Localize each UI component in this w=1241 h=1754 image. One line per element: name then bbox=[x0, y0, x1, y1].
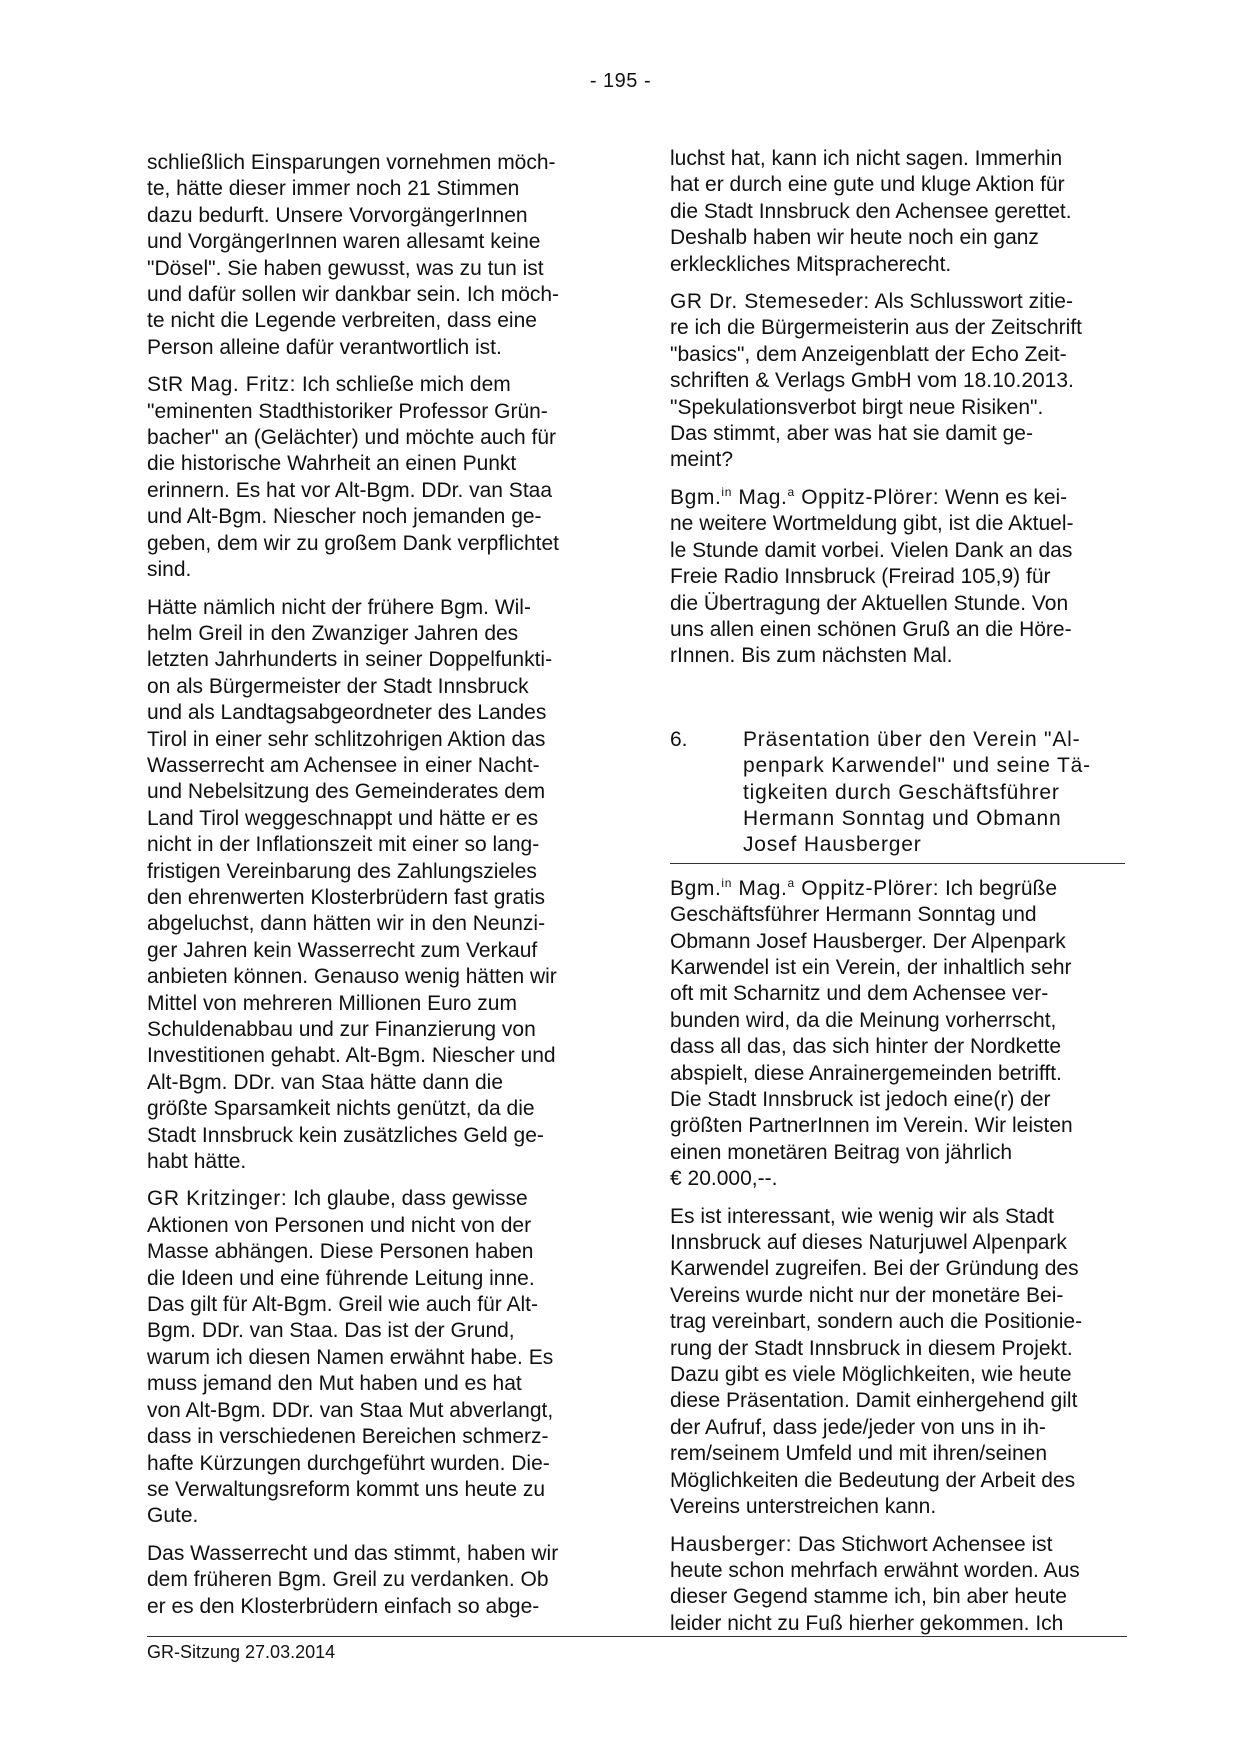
text-line: erinnern. Es hat vor Alt-Bgm. DDr. van Staa bbox=[147, 478, 553, 502]
text-line: Das Stichwort Achensee ist bbox=[792, 1532, 1053, 1556]
speaker-surname: Oppitz-Plörer: bbox=[794, 876, 940, 900]
speaker-name: GR Dr. Stemeseder: bbox=[670, 290, 870, 314]
text-line: dieser Gegend stamme ich, bin aber heute bbox=[670, 1585, 1067, 1609]
text-line: die historische Wahrheit an einen Punkt bbox=[147, 452, 517, 476]
text-line: der Aufruf, dass jede/jeder von uns in ih- bbox=[670, 1415, 1046, 1439]
text-line: Josef Hausberger bbox=[743, 833, 922, 857]
text-line: dem früheren Bgm. Greil zu verdanken. Ob bbox=[147, 1568, 549, 1592]
text-line: rung der Stadt Innsbruck in diesem Projekt. bbox=[670, 1336, 1073, 1360]
text-line: uns allen einen schönen Gruß an die Höre- bbox=[670, 617, 1072, 641]
text-line: die Ideen und eine führende Leitung inne. bbox=[147, 1266, 535, 1290]
speaker-title: Mag. bbox=[731, 876, 788, 900]
text-line: meint? bbox=[670, 448, 734, 472]
speaker-name bbox=[670, 486, 939, 509]
speaker-surname: Oppitz-Plörer: bbox=[794, 485, 940, 509]
text-line: die Übertragung der Aktuellen Stunde. Von bbox=[670, 591, 1069, 615]
paragraph bbox=[147, 595, 597, 1176]
superscript: in bbox=[721, 875, 732, 890]
text-line: Land Tirol weggeschnappt und hätte er es bbox=[147, 806, 539, 830]
text-line: Präsentation über den Verein "Al- bbox=[743, 727, 1081, 751]
text-line: und als Landtagsabgeordneter des Landes bbox=[147, 701, 547, 725]
text-line: Stadt Innsbruck kein zusätzliches Geld ge- bbox=[147, 1123, 544, 1147]
speaker-title: Mag. bbox=[731, 485, 788, 509]
paragraph bbox=[670, 485, 1125, 670]
text-line: Wasserrecht am Achensee in einer Nacht- bbox=[147, 753, 540, 777]
text-line: Das stimmt, aber was hat sie damit ge- bbox=[670, 422, 1033, 446]
footer-session-date: GR-Sitzung 27.03.2014 bbox=[147, 1642, 336, 1662]
right-column bbox=[670, 146, 1125, 1648]
text-line: Möglichkeiten die Bedeutung der Arbeit des bbox=[670, 1468, 1076, 1492]
text-line: hat er durch eine gute und kluge Aktion für bbox=[670, 173, 1065, 197]
text-line: den ehrenwerten Klosterbrüdern fast gratis bbox=[147, 885, 546, 909]
text-line: Mittel von mehreren Millionen Euro zum bbox=[147, 991, 517, 1015]
text-line: und Nebelsitzung des Gemeinderates dem bbox=[147, 780, 546, 804]
paragraph bbox=[147, 150, 597, 361]
paragraph bbox=[147, 1186, 597, 1529]
speaker-name: GR Kritzinger: bbox=[147, 1187, 288, 1211]
text-line: dazu bedurft. Unsere VorvorgängerInnen bbox=[147, 203, 528, 227]
text-line: schriften & Verlags GmbH vom 18.10.2013. bbox=[670, 369, 1074, 393]
text-line: "eminenten Stadthistoriker Professor Grün- bbox=[147, 399, 548, 423]
text-line: le Stunde damit vorbei. Vielen Dank an das bbox=[670, 538, 1073, 562]
text-line: anbieten können. Genauso wenig hätten wir bbox=[147, 965, 557, 989]
text-line: Wenn es kei- bbox=[939, 485, 1068, 509]
text-line: re ich die Bürgermeisterin aus der Zeitschrift bbox=[670, 316, 1082, 340]
text-line: rInnen. Bis zum nächsten Mal. bbox=[670, 644, 953, 668]
speaker-title: Bgm. bbox=[670, 876, 722, 900]
text-line: "Dösel". Sie haben gewusst, was zu tun ist bbox=[147, 256, 544, 280]
text-line: größten PartnerInnen im Verein. Wir leisten bbox=[670, 1114, 1073, 1138]
text-line: schließlich Einsparungen vornehmen möch- bbox=[147, 151, 556, 174]
text-line: Es ist interessant, wie wenig wir als Stadt bbox=[670, 1204, 1054, 1228]
text-line: penpark Karwendel" und seine Tä- bbox=[743, 754, 1091, 778]
text-line: rem/seinem Umfeld und mit ihren/seinen bbox=[670, 1442, 1047, 1466]
paragraph bbox=[670, 146, 1125, 278]
text-line: Vereins wurde nicht nur der monetäre Bei- bbox=[670, 1283, 1064, 1307]
text-line: abspielt, diese Anrainergemeinden betrifft. bbox=[670, 1061, 1062, 1085]
text-line: größte Sparsamkeit nichts genützt, da die bbox=[147, 1097, 535, 1121]
text-line: Die Stadt Innsbruck ist jedoch eine(r) der bbox=[670, 1088, 1051, 1111]
text-line: Gute. bbox=[147, 1504, 199, 1528]
text-line: Aktionen von Personen und nicht von der bbox=[147, 1213, 532, 1237]
text-line: luchst hat, kann ich nicht sagen. Immerhin bbox=[670, 147, 1063, 170]
text-line: habt hätte. bbox=[147, 1150, 247, 1174]
text-line: te nicht die Legende verbreiten, dass eine bbox=[147, 309, 537, 333]
speaker-name: StR Mag. Fritz: bbox=[147, 373, 297, 397]
superscript: in bbox=[721, 484, 732, 499]
text-line: dass all das, das sich hinter der Nordkette bbox=[670, 1035, 1062, 1059]
text-line: Schuldenabbau und zur Finanzierung von bbox=[147, 1018, 536, 1041]
text-line: Innsbruck auf dieses Naturjuwel Alpenpark bbox=[670, 1231, 1067, 1255]
speaker-title: Bgm. bbox=[670, 485, 722, 509]
text-line: bunden wird, da die Meinung vorherrscht, bbox=[670, 1008, 1057, 1032]
footer-divider bbox=[147, 1636, 1127, 1637]
text-line: Karwendel ist ein Verein, der inhaltlich sehr bbox=[670, 955, 1072, 979]
text-line: sind. bbox=[147, 558, 192, 582]
text-line: Bgm. DDr. van Staa. Das ist der Grund, bbox=[147, 1319, 515, 1343]
paragraph bbox=[670, 876, 1125, 1193]
paragraph bbox=[147, 372, 597, 583]
text-line: er es den Klosterbrüdern einfach so abge- bbox=[147, 1594, 540, 1618]
text-line: abgeluchst, dann hätten wir in den Neunzi- bbox=[147, 912, 546, 936]
text-line: trag vereinbart, sondern auch die Positionie- bbox=[670, 1310, 1083, 1334]
text-line: Hätte nämlich nicht der frühere Bgm. Wil- bbox=[147, 595, 531, 619]
text-line: Das Wasserrecht und das stimmt, haben wir bbox=[147, 1541, 559, 1565]
text-line: Ich schließe mich dem bbox=[296, 373, 511, 397]
text-line: Ich glaube, dass gewisse bbox=[287, 1187, 528, 1211]
agenda-number: 6. bbox=[670, 727, 688, 751]
paragraph bbox=[147, 1541, 597, 1620]
text-line: Geschäftsführer Hermann Sonntag und bbox=[670, 903, 1037, 927]
text-line: Als Schlusswort zitie- bbox=[869, 290, 1073, 314]
left-column bbox=[147, 150, 597, 1631]
text-line: ger Jahren kein Wasserrecht zum Verkauf bbox=[147, 938, 538, 962]
paragraph bbox=[670, 1204, 1125, 1521]
text-line: tigkeiten durch Geschäftsführer bbox=[743, 780, 1060, 804]
text-line: muss jemand den Mut haben und es hat bbox=[147, 1372, 522, 1396]
text-line: erkleckliches Mitspracherecht. bbox=[670, 252, 952, 276]
text-line: Masse abhängen. Diese Personen haben bbox=[147, 1240, 534, 1264]
text-line: und Alt-Bgm. Niescher noch jemanden ge- bbox=[147, 505, 542, 529]
text-line: te, hätte dieser immer noch 21 Stimmen bbox=[147, 177, 520, 201]
agenda-item bbox=[670, 727, 1125, 864]
speaker-name bbox=[670, 877, 939, 900]
superscript: a bbox=[787, 484, 795, 499]
paragraph bbox=[670, 289, 1125, 474]
text-line: heute schon mehrfach erwähnt worden. Aus bbox=[670, 1558, 1080, 1582]
text-line: letzten Jahrhunderts in seiner Doppelfunkti- bbox=[147, 648, 553, 672]
text-line: oft mit Scharnitz und dem Achensee ver- bbox=[670, 982, 1049, 1006]
agenda-title bbox=[743, 727, 1091, 859]
text-line: einen monetären Beitrag von jährlich bbox=[670, 1140, 1013, 1164]
text-line: von Alt-Bgm. DDr. van Staa Mut abverlangt, bbox=[147, 1398, 554, 1422]
text-line: Alt-Bgm. DDr. van Staa hätte dann die bbox=[147, 1070, 504, 1094]
text-line: "basics", dem Anzeigenblatt der Echo Zeit- bbox=[670, 342, 1067, 366]
text-line: € 20.000,--. bbox=[670, 1167, 778, 1191]
text-line: Karwendel zugreifen. Bei der Gründung des bbox=[670, 1257, 1079, 1281]
text-line: und VorgängerInnen waren allesamt keine bbox=[147, 230, 541, 254]
superscript: a bbox=[787, 875, 795, 890]
paragraph bbox=[670, 1532, 1125, 1638]
text-line: leider nicht zu Fuß hierher gekommen. Ich bbox=[670, 1611, 1064, 1635]
text-line: diese Präsentation. Damit einhergehend gilt bbox=[670, 1389, 1078, 1413]
text-line: Ich begrüße bbox=[939, 876, 1058, 900]
text-line: hafte Kürzungen durchgeführt wurden. Die- bbox=[147, 1451, 550, 1475]
speaker-name: Hausberger: bbox=[670, 1532, 793, 1556]
text-line: se Verwaltungsreform kommt uns heute zu bbox=[147, 1477, 546, 1501]
text-line: geben, dem wir zu großem Dank verpflichtet bbox=[147, 531, 560, 555]
text-line: helm Greil in den Zwanziger Jahren des bbox=[147, 621, 519, 645]
text-line: "Spekulationsverbot birgt neue Risiken". bbox=[670, 395, 1044, 419]
text-line: die Stadt Innsbruck den Achensee gerettet. bbox=[670, 199, 1072, 223]
text-line: ne weitere Wortmeldung gibt, ist die Aktuel- bbox=[670, 512, 1074, 536]
text-line: Person alleine dafür verantwortlich ist. bbox=[147, 335, 502, 359]
text-line: Obmann Josef Hausberger. Der Alpenpark bbox=[670, 929, 1066, 953]
text-line: warum ich diesen Namen erwähnt habe. Es bbox=[147, 1345, 554, 1369]
text-line: Tirol in einer sehr schlitzohrigen Aktion das bbox=[147, 727, 546, 751]
text-line: fristigen Vereinbarung des Zahlungszieles bbox=[147, 859, 537, 883]
text-line: dass in verschiedenen Bereichen schmerz- bbox=[147, 1425, 549, 1449]
text-line: Das gilt für Alt-Bgm. Greil wie auch für Alt- bbox=[147, 1293, 538, 1317]
text-line: Freie Radio Innsbruck (Freirad 105,9) für bbox=[670, 565, 1051, 589]
text-line: Investitionen gehabt. Alt-Bgm. Niescher und bbox=[147, 1044, 556, 1068]
text-line: on als Bürgermeister der Stadt Innsbruck bbox=[147, 674, 529, 698]
text-line: und dafür sollen wir dankbar sein. Ich möch- bbox=[147, 283, 560, 307]
text-line: Deshalb haben wir heute noch ein ganz bbox=[670, 226, 1039, 250]
text-line: Dazu gibt es viele Möglichkeiten, wie heute bbox=[670, 1363, 1072, 1387]
text-line: bacher" an (Gelächter) und möchte auch für bbox=[147, 426, 557, 450]
text-line: Vereins unterstreichen kann. bbox=[670, 1495, 937, 1519]
page-number: - 195 - bbox=[589, 70, 652, 92]
text-line: nicht in der Inflationszeit mit einer so lang- bbox=[147, 833, 540, 857]
text-line: Hermann Sonntag und Obmann bbox=[743, 806, 1062, 830]
